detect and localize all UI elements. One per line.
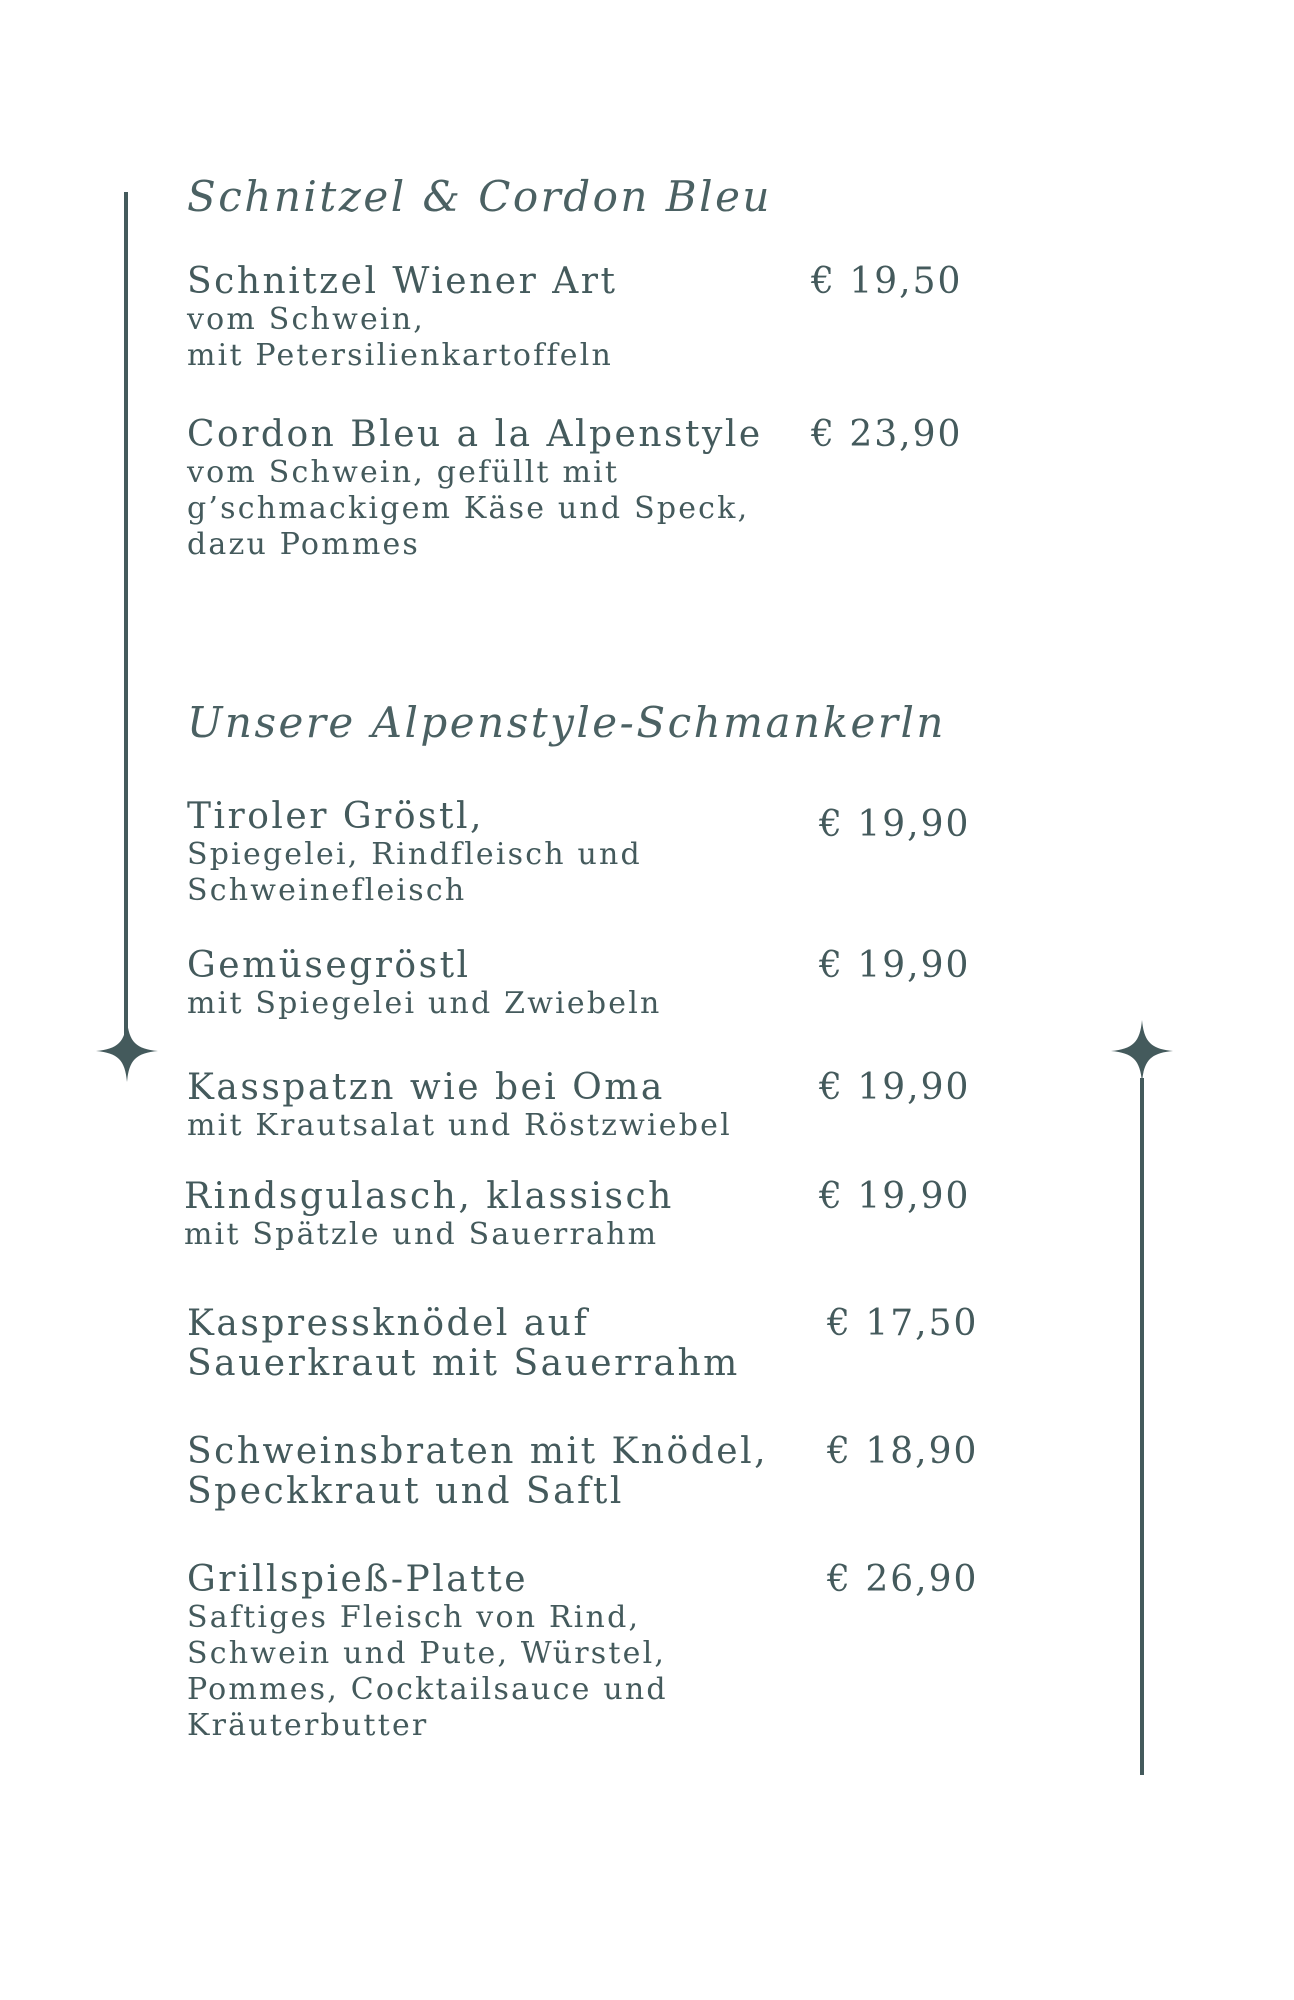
item-name: Schweinsbraten mit Knödel, Speckkraut und Saftl bbox=[187, 1431, 769, 1512]
item-price: € 26,90 bbox=[827, 1559, 979, 1600]
item-price: € 19,90 bbox=[819, 945, 971, 986]
four-point-star-icon bbox=[1111, 1020, 1173, 1082]
item-description: vom Schwein, mit Petersilienkartoffeln bbox=[187, 302, 614, 373]
item-description: mit Spiegelei und Zwiebeln bbox=[187, 986, 662, 1021]
menu-item bbox=[187, 1068, 987, 1144]
item-name: Kaspressknödel auf Sauerkraut mit Sauerrahm bbox=[187, 1303, 740, 1384]
section-title-schnitzel: Schnitzel & Cordon Bleu bbox=[187, 172, 772, 221]
item-price: € 19,90 bbox=[819, 1176, 971, 1217]
menu-item bbox=[187, 262, 987, 374]
item-description: mit Krautsalat und Röstzwiebel bbox=[187, 1108, 732, 1143]
left-vertical-rule bbox=[124, 192, 128, 1040]
item-name: Kasspatzn wie bei Oma bbox=[187, 1067, 665, 1108]
item-price: € 18,90 bbox=[827, 1431, 979, 1472]
menu-item bbox=[187, 797, 987, 909]
item-name: Rindsgulasch, klassisch bbox=[184, 1176, 674, 1217]
section-title-schmankerln: Unsere Alpenstyle-Schmankerln bbox=[187, 698, 946, 747]
item-description: mit Spätzle und Sauerrahm bbox=[184, 1217, 659, 1252]
item-price: € 19,90 bbox=[819, 1067, 971, 1108]
item-price: € 23,90 bbox=[811, 414, 963, 455]
item-description: Saftiges Fleisch von Rind, Schwein und Pute, Würstel, Pommes, Cocktailsauce und Kräuterbutter bbox=[187, 1600, 668, 1743]
item-description: vom Schwein, gefüllt mit g’schmackigem Käse und Speck, dazu Pommes bbox=[187, 455, 750, 562]
menu-item bbox=[187, 1560, 987, 1744]
menu-item bbox=[187, 415, 987, 563]
item-name: Tiroler Gröstl, bbox=[187, 796, 484, 837]
four-point-star-icon bbox=[96, 1020, 158, 1082]
item-name: Schnitzel Wiener Art bbox=[187, 261, 618, 302]
item-price: € 19,50 bbox=[811, 261, 963, 302]
item-name: Gemüsegröstl bbox=[187, 945, 471, 986]
right-vertical-rule bbox=[1140, 1078, 1144, 1775]
menu-item bbox=[187, 1432, 987, 1512]
menu-item bbox=[184, 1177, 984, 1253]
menu-item bbox=[187, 1304, 987, 1384]
item-price: € 17,50 bbox=[827, 1303, 979, 1344]
item-price: € 19,90 bbox=[819, 804, 971, 845]
item-name: Cordon Bleu a la Alpenstyle bbox=[187, 414, 763, 455]
item-name: Grillspieß-Platte bbox=[187, 1559, 528, 1600]
item-description: Spiegelei, Rindfleisch und Schweinefleisch bbox=[187, 837, 642, 908]
menu-item bbox=[187, 946, 987, 1022]
